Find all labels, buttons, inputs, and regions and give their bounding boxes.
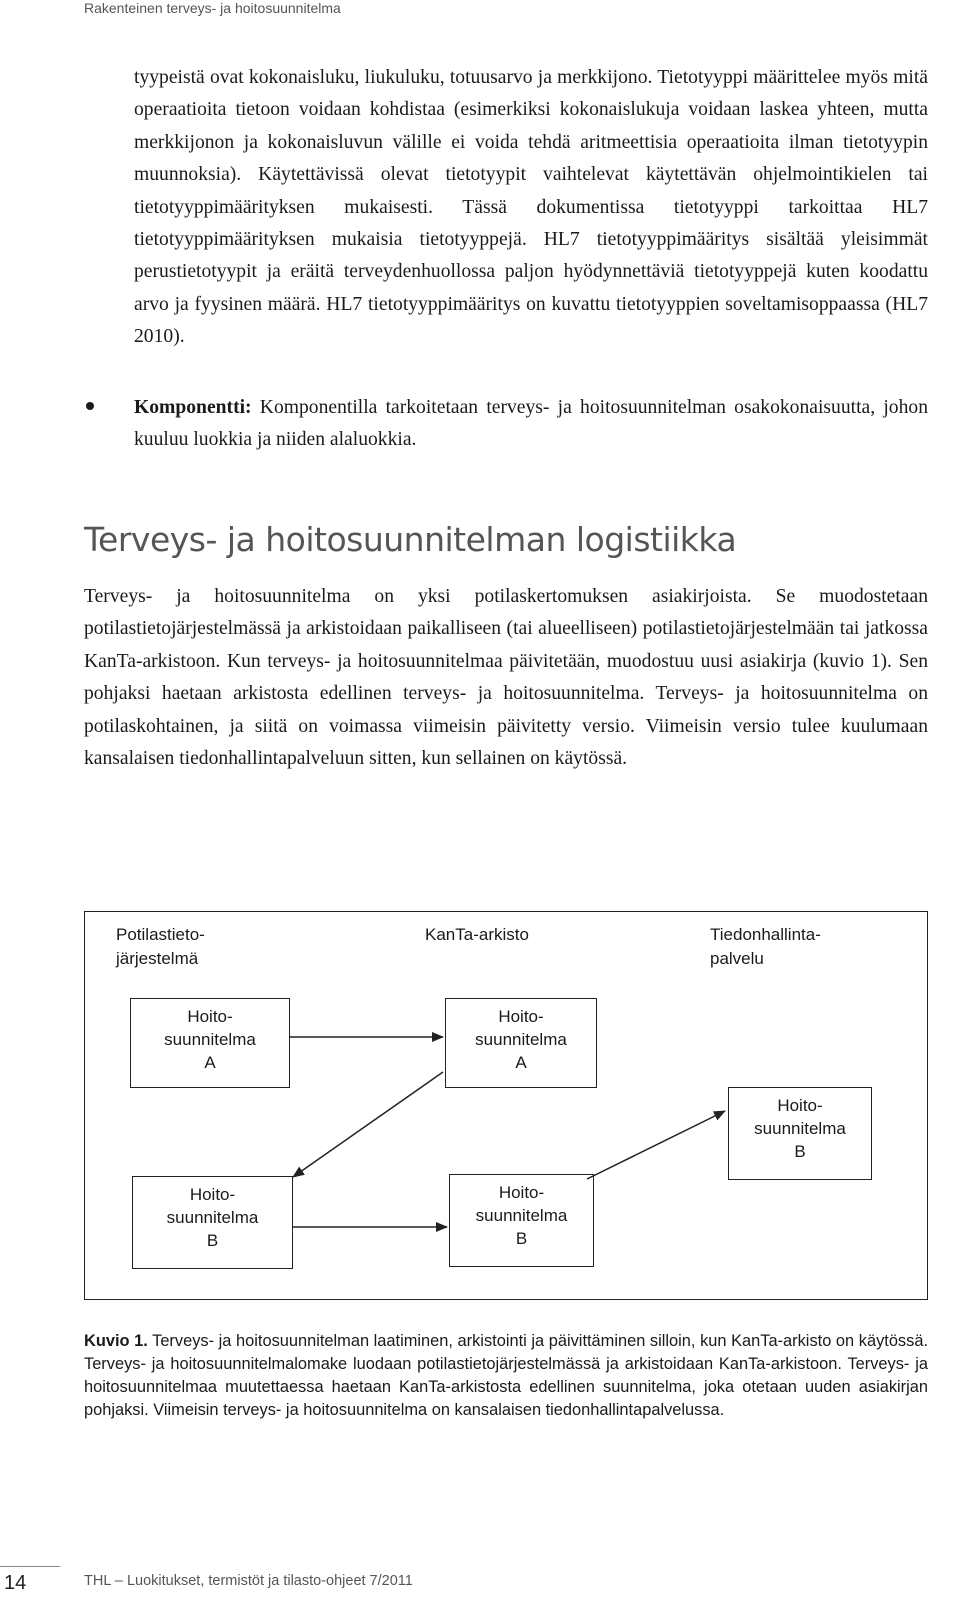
intro-paragraph: tyypeistä ovat kokonaisluku, liukuluku, totuusarvo ja merkkijono. Tietotyyppi määrittelee myös mitä operaatioita tietoon voidaan kohdistaa (esimerkiksi kokonaislukuja voidaan laskea yhteen, mutta merkkijonon ja kokonaisluvun välille ei voida tehdä aritmeettisia operaatioita ilman tietotyypin muunnoksia). Käytettävissä olevat tietotyypit vaihtelevat käytettävän ohjelmointikielen tai tietotyyppimäärityksen mukaisesti. Tässä dokumentissa tietotyyppi tarkoittaa HL7 tietotyyppimäärityksen mukaisia tietotyyppejä. HL7 tietotyyppimääritys sisältää yleisimmät perustietotyypit ja eräitä terveydenhuollossa paljon hyödynnettäviä tietotyyppejä kuten koodattu arvo ja fyysinen määrä. HL7 tietotyyppimääritys on kuvattu tietotyyppien soveltamisoppaassa (HL7 2010). [134,67,928,348]
box-line: Hoito- [777,1096,823,1115]
box-pts-suunnitelma-b [132,1176,293,1269]
column-label-line: Tiedonhallinta- [710,925,821,944]
footer-rule [0,1566,60,1567]
bullet-item-komponentti [134,392,928,457]
box-line: A [515,1053,527,1072]
box-line: suunnitelma [166,1208,259,1227]
box-pts-suunnitelma-a [130,998,290,1088]
caption-label: Kuvio 1. [84,1332,148,1350]
arrow-kanta-b-to-thp-b [587,1111,725,1179]
bullet-text: Komponentilla tarkoitetaan terveys- ja hoitosuunnitelman osakokonaisuutta, johon kuuluu luokkia ja niiden alaluokkia. [134,397,928,451]
column-label-line: palvelu [710,949,764,968]
section-heading: Terveys- ja hoitosuunnitelman logistiikka [84,520,737,559]
box-line: B [794,1142,806,1161]
box-line: Hoito- [498,1183,545,1202]
column-label-potilastietojarjestelma [116,923,205,971]
box-line: Hoito- [498,1007,544,1026]
bullet-term: Komponentti: [134,397,252,418]
column-label-line: järjestelmä [116,949,199,968]
footer-publication: THL – Luokitukset, termistöt ja tilasto-ohjeet 7/2011 [84,1573,413,1589]
box-kanta-suunnitelma-a [445,998,597,1088]
figure-diagram [84,911,928,1300]
box-tiedonhallinta-suunnitelma-b [728,1087,872,1180]
section-paragraph: Terveys- ja hoitosuunnitelma on yksi potilaskertomuksen asiakirjoista. Se muodostetaan potilastietojärjestelmässä ja arkistoidaan paikalliseen (tai alueelliseen) potilastietojärjestelmään tai jatkossa KanTa-arkistoon. Kun terveys- ja hoitosuunnitelmaa päivitetään, muodostuu uusi asiakirja (kuvio 1). Sen pohjaksi haetaan arkistosta edellinen terveys- ja hoitosuunnitelma. Terveys- ja hoitosuunnitelma on potilaskohtainen, ja siitä on voimassa viimeisin päivitetty versio. Viimeisin versio tulee kuulumaan kansalaisen tiedonhallintapalveluun sitten, kun sellainen on käytössä. [84,586,928,770]
running-header: Rakenteinen terveys- ja hoitosuunnitelma [84,0,341,16]
arrow-kanta-a-to-pts-b [293,1072,443,1177]
figure-caption [84,1330,928,1422]
bullet-marker [86,402,94,410]
column-label-line: Potilastieto- [116,925,205,944]
box-line: Hoito- [189,1185,236,1204]
box-line: suunnitelma [475,1206,568,1225]
box-line: B [515,1229,528,1248]
box-kanta-suunnitelma-b [449,1174,594,1267]
column-label-kanta-arkisto: KanTa-arkisto [425,925,529,944]
box-line: suunnitelma [164,1030,256,1049]
box-line: Hoito- [187,1007,233,1026]
box-line: suunnitelma [475,1030,567,1049]
page-number: 14 [4,1572,27,1594]
box-line: B [206,1231,219,1250]
box-line: suunnitelma [754,1119,846,1138]
box-line: A [204,1053,216,1072]
caption-text: Terveys- ja hoitosuunnitelman laatiminen, arkistointi ja päivittäminen silloin, kun KanTa-arkisto on käytössä. Terveys- ja hoitosuunnitelmalomake luodaan potilastietojärjestelmässä ja arkistoidaan KanTa-arkistoon. Terveys- ja hoitosuunnitelmaa muutettaessa haetaan KanTa-arkistosta edellinen suunnitelma, joka otetaan uuden asiakirjan pohjaksi. Viimeisin terveys- ja hoitosuunnitelma on kansalaisen tiedonhallintapalvelussa. [84,1332,928,1419]
column-label-tiedonhallintapalvelu [710,923,821,971]
